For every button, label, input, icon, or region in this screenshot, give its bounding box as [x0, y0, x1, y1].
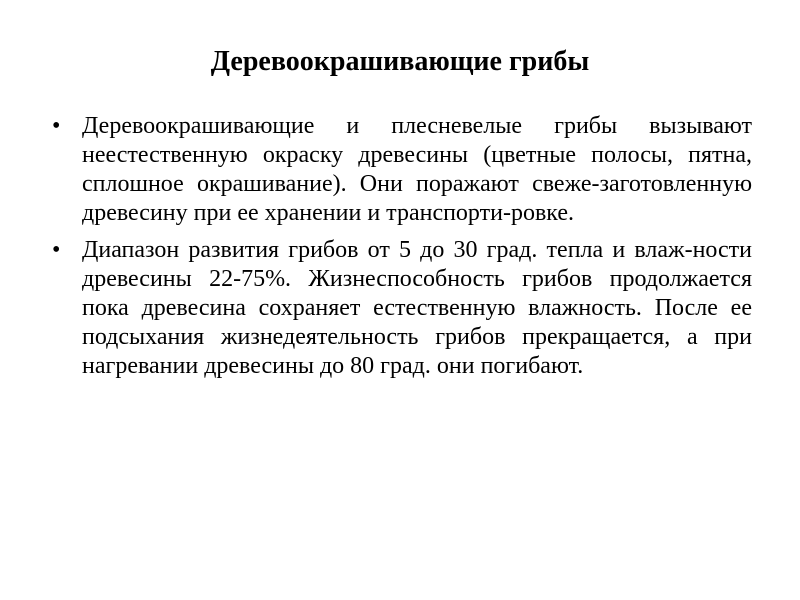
bullet-item	[50, 112, 752, 228]
bullet-item	[50, 236, 752, 381]
bullet-text: Диапазон развития грибов от 5 до 30 град. тепла и влаж-ности древесины 22-75%. Жизнеспособность грибов продолжается пока древесина сохраняет естественную влажность. После ее подсыхания жизнедеятельность грибов прекращается, а при нагревании древесины до 80 град. они погибают.	[82, 237, 752, 379]
bullet-list	[50, 112, 752, 389]
bullet-text: Деревоокрашивающие и плесневелые грибы вызывают неестественную окраску древесины (цветные полосы, пятна, сплошное окрашивание). Они поражают свеже-заготовленную древесину при ее хранении и транспорти-ровке.	[82, 113, 752, 226]
bullet-dot-icon: •	[52, 237, 61, 263]
slide-title: Деревоокрашивающие грибы	[210, 46, 590, 77]
bullet-dot-icon: •	[52, 113, 61, 139]
